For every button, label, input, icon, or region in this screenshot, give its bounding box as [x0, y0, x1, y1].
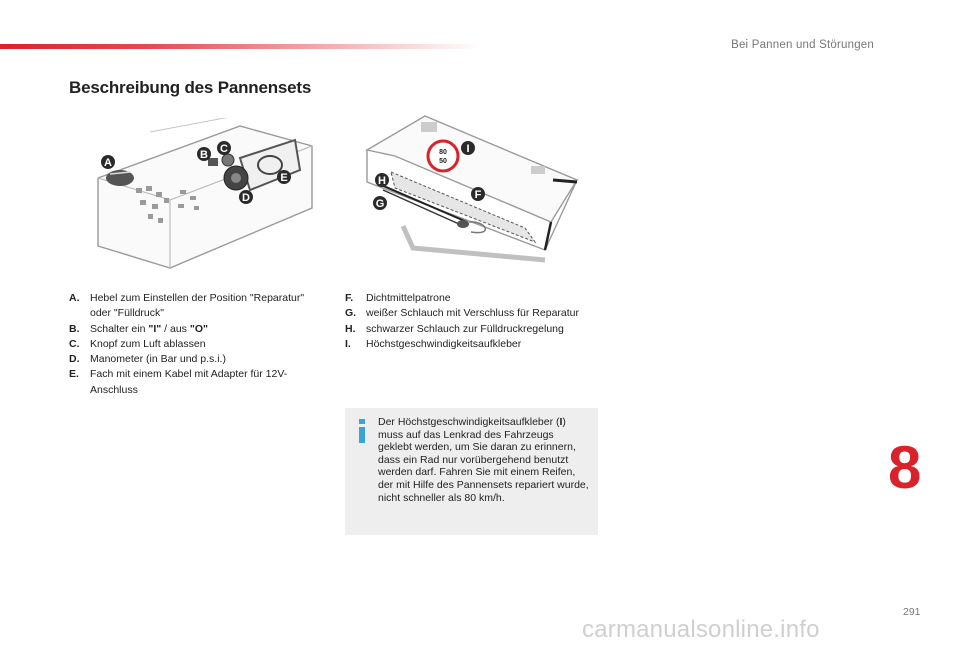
- info-text: Der Höchstgeschwindigkeitsaufkleber (I) muss auf das Lenkrad des Fahrzeugs geklebt werden, um Sie daran zu erinnern, dass ein Rad nur vorübergehend benutzt werden darf. Fahren Sie mit einem Reifen, der mit Hilfe des Pannensets repariert wurde, nicht schneller als 80 km/h.: [378, 416, 589, 504]
- callout-d: D: [242, 192, 250, 204]
- list-item: E. Fach mit einem Kabel mit Adapter für 12V-Anschluss: [69, 368, 288, 396]
- sealant-kit-illustration: [355, 110, 585, 280]
- callout-h: H: [378, 175, 386, 187]
- list-item: H. schwarzer Schlauch zur Fülldruckregelung: [345, 322, 564, 335]
- callout-f: F: [474, 189, 482, 201]
- header-accent-bar: [0, 44, 480, 49]
- callout-i: I: [466, 143, 470, 155]
- component-list-left: [69, 291, 309, 398]
- callout-b: B: [200, 149, 208, 161]
- sticker-speed-top: 80: [439, 149, 447, 156]
- info-icon: [355, 419, 369, 443]
- callout-c: C: [220, 143, 228, 155]
- list-item: C. Knopf zum Luft ablassen: [69, 337, 206, 350]
- page-heading: Beschreibung des Pannensets: [69, 78, 312, 97]
- list-item: B. Schalter ein "I" / aus "O": [69, 322, 208, 335]
- list-item: G. weißer Schlauch mit Verschluss für Reparatur: [345, 307, 579, 320]
- list-item: F. Dichtmittelpatrone: [345, 292, 451, 304]
- callout-g: G: [375, 198, 385, 210]
- watermark: carmanualsonline.info: [582, 616, 820, 643]
- component-list-right: [345, 291, 610, 352]
- list-item: D. Manometer (in Bar und p.s.i.): [69, 353, 226, 366]
- compressor-illustration: [90, 118, 320, 278]
- info-box: [345, 408, 598, 535]
- section-title: Bei Pannen und Störungen: [731, 39, 874, 51]
- callout-a: A: [104, 157, 112, 169]
- sticker-speed-bottom: 50: [439, 158, 447, 165]
- callout-e: E: [280, 172, 288, 184]
- chapter-number: 8: [888, 434, 922, 501]
- list-item: A. Hebel zum Einstellen der Position "Reparatur" oder "Fülldruck": [69, 292, 305, 320]
- page-number: 291: [903, 606, 921, 618]
- list-item: I. Höchstgeschwindigkeitsaufkleber: [345, 337, 522, 350]
